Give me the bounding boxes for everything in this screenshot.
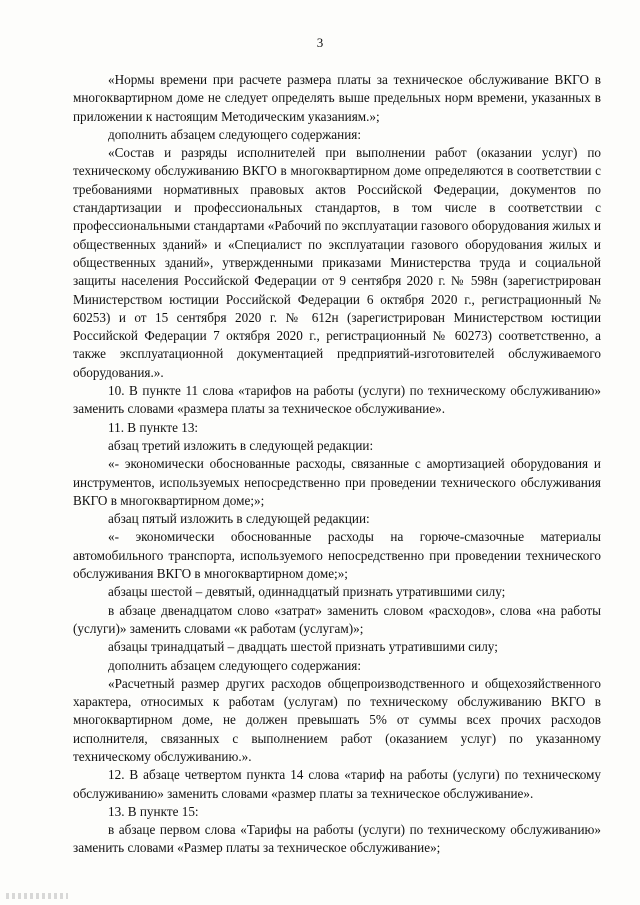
paragraph: 12. В абзаце четвертом пункта 14 слова «тариф на работы (услуги) по техническому обслуживанию» заменить словами «размер платы за техническое обслуживание». (73, 767, 601, 801)
paragraph: «Нормы времени при расчете размера платы за техническое обслуживание ВКГО в многоквартирном доме не следует определять выше предельных норм времени, указанных в приложении к настоящим Методическим указаниям.»; (73, 72, 601, 124)
document-body (73, 71, 601, 858)
paragraph: «Состав и разряды исполнителей при выполнении работ (оказании услуг) по техническому обслуживанию ВКГО в многоквартирном доме определяются в соответствии с требованиями нормативных правовых актов Российской Федерации, документов по стандартизации и профессиональных стандартов, в том числе в соответствии с профессиональными стандартами «Рабочий по эксплуатации газового оборудования жилых и общественных зданий» и «Специалист по эксплуатации газового оборудования жилых и общественных зданий», утвержденными приказами Министерства труда и социальной защиты населения Российской Федерации от 9 сентября 2020 г. № 598н (зарегистрирован Министерством юстиции Российской Федерации 6 октября 2020 г., регистрационный № 60253) и от 15 сентября 2020 г. № 612н (зарегистрирован Министерством юстиции Российской Федерации 7 октября 2020 г., регистрационный № 60273) соответственно, а также эксплуатационной документацией предприятий-изготовителей обслуживаемого оборудования.». (73, 145, 601, 380)
paragraph: дополнить абзацем следующего содержания: (108, 126, 362, 142)
paragraph: в абзаце двенадцатом слово «затрат» заменить словом «расходов», слова «на работы (услуги)» заменить словами «к работам (услугам)»; (73, 602, 601, 636)
paragraph: в абзаце первом слова «Тарифы на работы (услуги) по техническому обслуживанию» заменить словами «Размер платы за техническое обслуживание»; (73, 822, 601, 856)
paragraph: абзац пятый изложить в следующей редакции: (108, 511, 370, 527)
paragraph: «Расчетный размер других расходов общепроизводственного и общехозяйственного характера, относимых к работам (услугам) по техническому обслуживанию ВКГО в многоквартирном доме, не должен превышать 5% от суммы всех прочих расходов исполнителя, связанных с выполнением работ (оказанием услуг) по указанному техническому обслуживанию.». (73, 675, 601, 764)
paragraph: «- экономически обоснованные расходы на горюче-смазочные материалы автомобильного транспорта, используемого непосредственно при проведении технического обслуживания ВКГО в многоквартирном доме;»; (73, 529, 601, 582)
paragraph: 11. В пункте 13: (108, 419, 199, 435)
paragraph: абзацы тринадцатый – двадцать шестой признать утратившими силу; (108, 639, 498, 655)
scan-footer-mark (6, 893, 68, 899)
paragraph: дополнить абзацем следующего содержания: (108, 657, 362, 673)
paragraph: 13. В пункте 15: (108, 803, 199, 819)
paragraph: абзац третий изложить в следующей редакции: (108, 437, 374, 453)
page-number: 3 (316, 35, 324, 50)
paragraph: 10. В пункте 11 слова «тарифов на работы (услуги) по техническому обслуживанию» заменить словами «размера платы за техническое обслуживание». (73, 383, 601, 417)
paragraph: абзацы шестой – девятый, одиннадцатый признать утратившими силу; (108, 584, 506, 600)
paragraph: «- экономически обоснованные расходы, связанные с амортизацией оборудования и инструментов, используемых непосредственно при проведении технического обслуживания ВКГО в многоквартирном доме;»; (73, 456, 601, 508)
